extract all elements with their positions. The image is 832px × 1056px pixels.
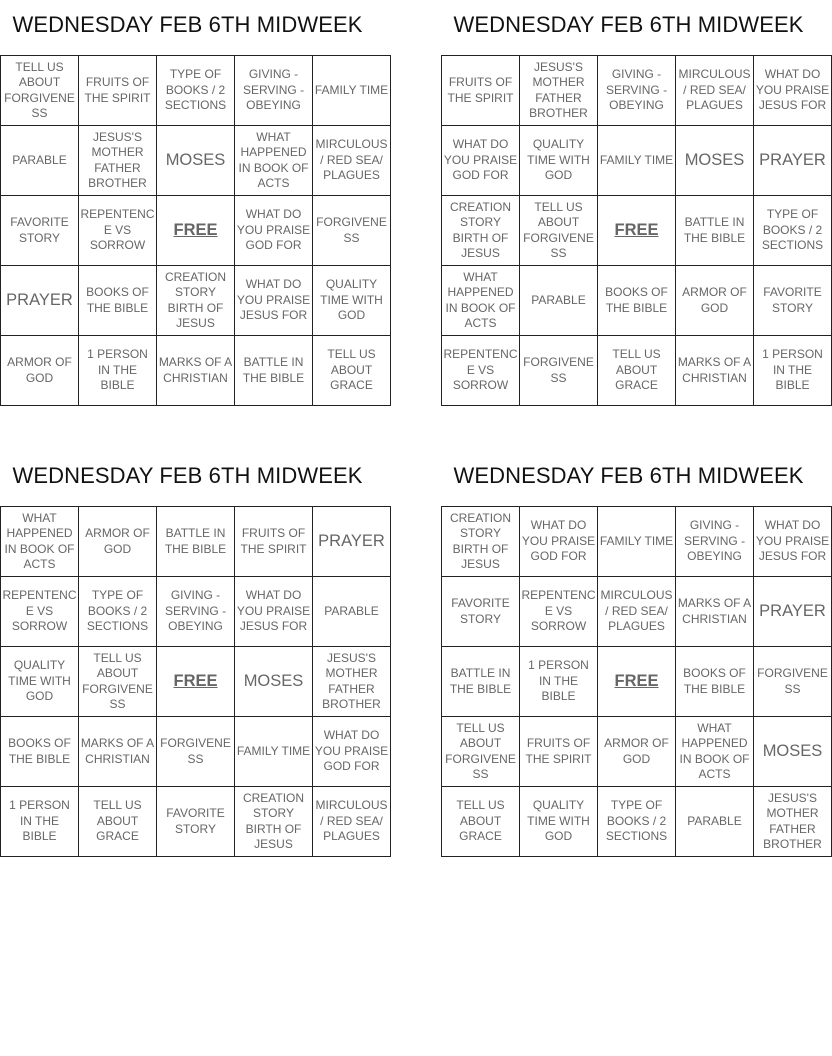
- bingo-cell: 1 PERSON IN THE BIBLE: [754, 336, 832, 406]
- bingo-row: [442, 56, 832, 126]
- bingo-cell: WHAT DO YOU PRAISE GOD FOR: [313, 717, 391, 787]
- bingo-row: [442, 507, 832, 577]
- bingo-cell: MIRCULOUS/ RED SEA/ PLAGUES: [313, 787, 391, 857]
- bingo-cell: REPENTENCE VS SORROW: [520, 577, 598, 647]
- bingo-row: [1, 647, 391, 717]
- bingo-cell: FAMILY TIME: [235, 717, 313, 787]
- bingo-cell: MOSES: [157, 126, 235, 196]
- bingo-cell: FORGIVENESS: [520, 336, 598, 406]
- bingo-cell: REPENTENCE VS SORROW: [1, 577, 79, 647]
- bingo-cell: REPENTENCE VS SORROW: [442, 336, 520, 406]
- bingo-row: [442, 126, 832, 196]
- bingo-cell: 1 PERSON IN THE BIBLE: [1, 787, 79, 857]
- bingo-cell: FAMILY TIME: [313, 56, 391, 126]
- bingo-cell: TELL US ABOUT FORGIVENESS: [79, 647, 157, 717]
- bingo-row: [442, 336, 832, 406]
- bingo-cell: CREATION STORY BIRTH OF JESUS: [442, 507, 520, 577]
- bingo-cell: CREATION STORY BIRTH OF JESUS: [442, 196, 520, 266]
- bingo-cell: CREATION STORY BIRTH OF JESUS: [235, 787, 313, 857]
- bingo-row: [442, 266, 832, 336]
- bingo-cell: WHAT DO YOU PRAISE JESUS FOR: [754, 56, 832, 126]
- bingo-cell: TELL US ABOUT FORGIVENESS: [1, 56, 79, 126]
- bingo-cell: TELL US ABOUT GRACE: [79, 787, 157, 857]
- free-space: FREE: [598, 196, 676, 266]
- bingo-cell: PARABLE: [520, 266, 598, 336]
- bingo-row: [1, 577, 391, 647]
- bingo-row: [442, 717, 832, 787]
- bingo-row: [442, 787, 832, 857]
- bingo-cell: JESUS'S MOTHER FATHER BROTHER: [313, 647, 391, 717]
- card-title: WEDNESDAY FEB 6TH MIDWEEK: [12, 463, 363, 488]
- bingo-cell: TELL US ABOUT GRACE: [442, 787, 520, 857]
- bingo-cell: TELL US ABOUT FORGIVENESS: [442, 717, 520, 787]
- bingo-cell: BOOKS OF THE BIBLE: [1, 717, 79, 787]
- bingo-cell: QUALITY TIME WITH GOD: [1, 647, 79, 717]
- bingo-cell: FRUITS OF THE SPIRIT: [79, 56, 157, 126]
- bingo-cell: TYPE OF BOOKS / 2 SECTIONS: [157, 56, 235, 126]
- bingo-cell: FAVORITE STORY: [754, 266, 832, 336]
- bingo-row: [1, 717, 391, 787]
- bingo-row: [1, 787, 391, 857]
- bingo-cell: FAMILY TIME: [598, 126, 676, 196]
- bingo-cell: GIVING - SERVING - OBEYING: [157, 577, 235, 647]
- bingo-grid: [0, 55, 391, 406]
- bingo-cell: FAVORITE STORY: [157, 787, 235, 857]
- bingo-cell: FRUITS OF THE SPIRIT: [442, 56, 520, 126]
- bingo-cell: GIVING - SERVING - OBEYING: [235, 56, 313, 126]
- free-space: FREE: [598, 647, 676, 717]
- bingo-cell: BATTLE IN THE BIBLE: [235, 336, 313, 406]
- bingo-cell: QUALITY TIME WITH GOD: [520, 126, 598, 196]
- bingo-cell: BATTLE IN THE BIBLE: [442, 647, 520, 717]
- bingo-cell: MIRCULOUS/ RED SEA/ PLAGUES: [676, 56, 754, 126]
- bingo-cell: PRAYER: [754, 577, 832, 647]
- bingo-cell: PARABLE: [1, 126, 79, 196]
- bingo-cell: FORGIVENESS: [157, 717, 235, 787]
- bingo-cell: FAVORITE STORY: [1, 196, 79, 266]
- bingo-cell: PRAYER: [313, 507, 391, 577]
- bingo-cell: FAVORITE STORY: [442, 577, 520, 647]
- bingo-cell: MOSES: [676, 126, 754, 196]
- bingo-row: [1, 266, 391, 336]
- bingo-cell: FRUITS OF THE SPIRIT: [235, 507, 313, 577]
- bingo-cell: TYPE OF BOOKS / 2 SECTIONS: [754, 196, 832, 266]
- bingo-cell: MARKS OF A CHRISTIAN: [676, 577, 754, 647]
- bingo-cell: TYPE OF BOOKS / 2 SECTIONS: [79, 577, 157, 647]
- bingo-cell: BOOKS OF THE BIBLE: [79, 266, 157, 336]
- bingo-cell: MIRCULOUS/ RED SEA/ PLAGUES: [598, 577, 676, 647]
- bingo-cell: TELL US ABOUT FORGIVENESS: [520, 196, 598, 266]
- bingo-cell: FORGIVENESS: [754, 647, 832, 717]
- bingo-cell: PRAYER: [754, 126, 832, 196]
- free-space: FREE: [157, 647, 235, 717]
- bingo-row: [1, 507, 391, 577]
- bingo-cell: JESUS'S MOTHER FATHER BROTHER: [79, 126, 157, 196]
- bingo-cell: WHAT DO YOU PRAISE GOD FOR: [235, 196, 313, 266]
- bingo-cell: JESUS'S MOTHER FATHER BROTHER: [754, 787, 832, 857]
- card-title: WEDNESDAY FEB 6TH MIDWEEK: [453, 12, 804, 37]
- bingo-cell: ARMOR OF GOD: [79, 507, 157, 577]
- bingo-cell: WHAT DO YOU PRAISE JESUS FOR: [754, 507, 832, 577]
- bingo-cell: GIVING - SERVING - OBEYING: [598, 56, 676, 126]
- bingo-cell: BOOKS OF THE BIBLE: [598, 266, 676, 336]
- bingo-cell: 1 PERSON IN THE BIBLE: [520, 647, 598, 717]
- bingo-cell: WHAT DO YOU PRAISE JESUS FOR: [235, 577, 313, 647]
- bingo-cell: MARKS OF A CHRISTIAN: [157, 336, 235, 406]
- bingo-cell: FRUITS OF THE SPIRIT: [520, 717, 598, 787]
- bingo-row: [442, 647, 832, 717]
- bingo-cell: TYPE OF BOOKS / 2 SECTIONS: [598, 787, 676, 857]
- bingo-cell: QUALITY TIME WITH GOD: [313, 266, 391, 336]
- bingo-cell: WHAT HAPPENED IN BOOK OF ACTS: [676, 717, 754, 787]
- bingo-cell: WHAT HAPPENED IN BOOK OF ACTS: [235, 126, 313, 196]
- bingo-cell: MOSES: [754, 717, 832, 787]
- bingo-cell: REPENTENCE VS SORROW: [79, 196, 157, 266]
- card-title: WEDNESDAY FEB 6TH MIDWEEK: [12, 12, 363, 37]
- bingo-cell: 1 PERSON IN THE BIBLE: [79, 336, 157, 406]
- bingo-row: [1, 126, 391, 196]
- bingo-cell: WHAT HAPPENED IN BOOK OF ACTS: [1, 507, 79, 577]
- bingo-cell: WHAT DO YOU PRAISE GOD FOR: [442, 126, 520, 196]
- bingo-grid: [441, 55, 832, 406]
- bingo-row: [1, 196, 391, 266]
- card-title: WEDNESDAY FEB 6TH MIDWEEK: [453, 463, 804, 488]
- bingo-cell: ARMOR OF GOD: [676, 266, 754, 336]
- bingo-grid: [441, 506, 832, 857]
- bingo-cell: ARMOR OF GOD: [598, 717, 676, 787]
- bingo-row: [1, 336, 391, 406]
- bingo-cell: WHAT HAPPENED IN BOOK OF ACTS: [442, 266, 520, 336]
- bingo-cell: FORGIVENESS: [313, 196, 391, 266]
- bingo-cell: MARKS OF A CHRISTIAN: [676, 336, 754, 406]
- bingo-cell: BOOKS OF THE BIBLE: [676, 647, 754, 717]
- bingo-cell: JESUS'S MOTHER FATHER BROTHER: [520, 56, 598, 126]
- bingo-row: [442, 577, 832, 647]
- bingo-cell: QUALITY TIME WITH GOD: [520, 787, 598, 857]
- bingo-cell: BATTLE IN THE BIBLE: [157, 507, 235, 577]
- bingo-cell: WHAT DO YOU PRAISE JESUS FOR: [235, 266, 313, 336]
- bingo-cell: TELL US ABOUT GRACE: [598, 336, 676, 406]
- bingo-cell: BATTLE IN THE BIBLE: [676, 196, 754, 266]
- bingo-cell: TELL US ABOUT GRACE: [313, 336, 391, 406]
- bingo-cell: PARABLE: [676, 787, 754, 857]
- bingo-cell: GIVING - SERVING - OBEYING: [676, 507, 754, 577]
- bingo-cell: MOSES: [235, 647, 313, 717]
- bingo-cell: WHAT DO YOU PRAISE GOD FOR: [520, 507, 598, 577]
- bingo-cell: ARMOR OF GOD: [1, 336, 79, 406]
- bingo-cell: MARKS OF A CHRISTIAN: [79, 717, 157, 787]
- free-space: FREE: [157, 196, 235, 266]
- bingo-row: [1, 56, 391, 126]
- bingo-grid: [0, 506, 391, 857]
- bingo-cell: CREATION STORY BIRTH OF JESUS: [157, 266, 235, 336]
- bingo-cell: PARABLE: [313, 577, 391, 647]
- bingo-row: [442, 196, 832, 266]
- bingo-cell: FAMILY TIME: [598, 507, 676, 577]
- bingo-cell: PRAYER: [1, 266, 79, 336]
- bingo-cell: MIRCULOUS/ RED SEA/ PLAGUES: [313, 126, 391, 196]
